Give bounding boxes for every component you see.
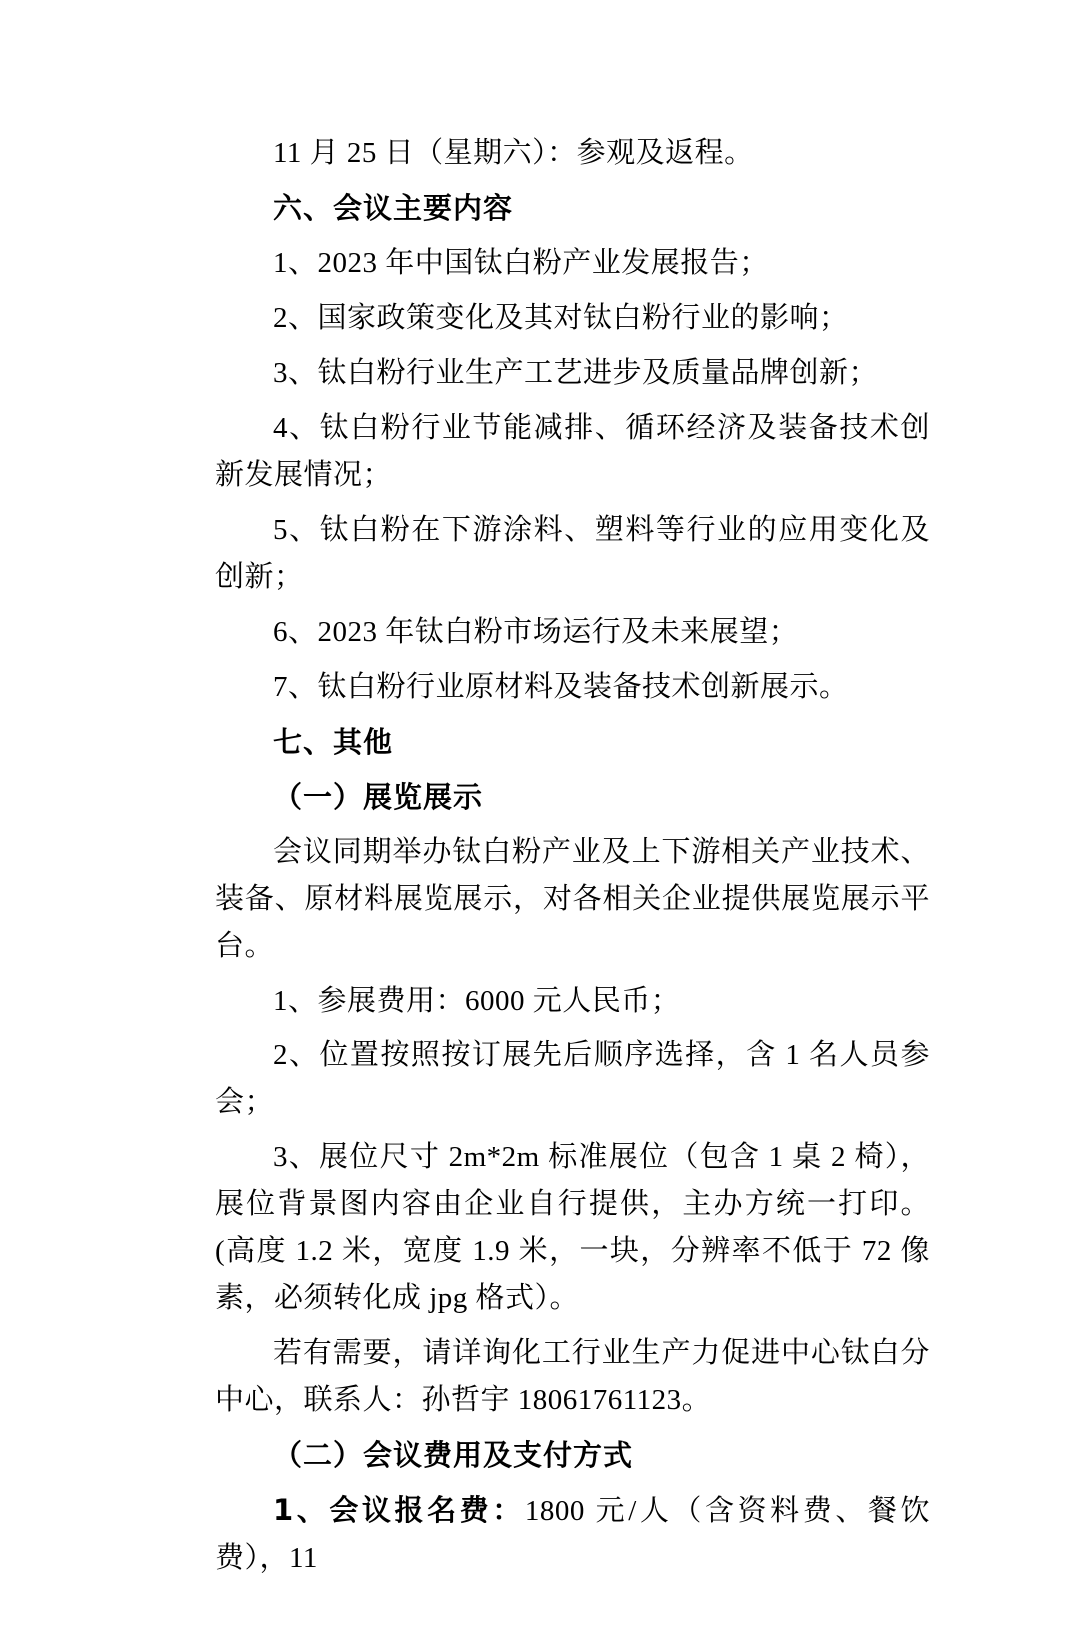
list-item-content-4: 4、钛白粉行业节能减排、循环经济及装备技术创新发展情况； [215,411,930,491]
paragraph-exhibition-intro: 会议同期举办钛白粉产业及上下游相关产业技术、装备、原材料展览展示，对各相关企业提供展览展示平台。 [215,835,930,962]
registration-fee-label: 1、会议报名费： [273,1493,525,1528]
list-item-content-6: 6、2023 年钛白粉市场运行及未来展望； [273,615,799,648]
exhibition-item-2: 2、位置按照按订展先后顺序选择，含 1 名人员参会； [215,1039,930,1119]
exhibition-item-3: 3、展位尺寸 2m*2m 标准展位（包含 1 桌 2 椅），展位背景图内容由企业自行提供，主办方统一打印。(高度 1.2 米，宽度 1.9 米，一块，分辨率不低于 72 像素，必须转化成 jpg 格式）。 [215,1141,930,1315]
list-item-content-2: 2、国家政策变化及其对钛白粉行业的影响； [273,301,849,334]
subsection-heading-fees: （二）会议费用及支付方式 [273,1438,634,1473]
section-heading-seven: 七、其他 [273,724,394,759]
exhibition-item-1: 1、参展费用：6000 元人民币； [273,984,681,1017]
list-item-content-3: 3、钛白粉行业生产工艺进步及质量品牌创新； [273,356,879,389]
registration-fee-value: 1800 元/人（含资料费、餐饮费），11 [215,1495,930,1575]
list-item-content-5: 5、钛白粉在下游涂料、塑料等行业的应用变化及创新； [215,513,930,593]
paragraph-schedule-nov25: 11 月 25 日（星期六）：参观及返程。 [273,137,754,169]
section-heading-six: 六、会议主要内容 [273,190,514,225]
list-item-content-1: 1、2023 年中国钛白粉产业发展报告； [273,246,769,279]
paragraph-registration-fee [215,1487,930,1582]
paragraph-contact-info: 若有需要，请详询化工行业生产力促进中心钛白分中心，联系人：孙哲宇 18061761123。 [215,1337,930,1417]
subsection-heading-exhibition: （一）展览展示 [273,779,484,814]
list-item-content-7: 7、钛白粉行业原材料及装备技术创新展示。 [273,670,849,703]
